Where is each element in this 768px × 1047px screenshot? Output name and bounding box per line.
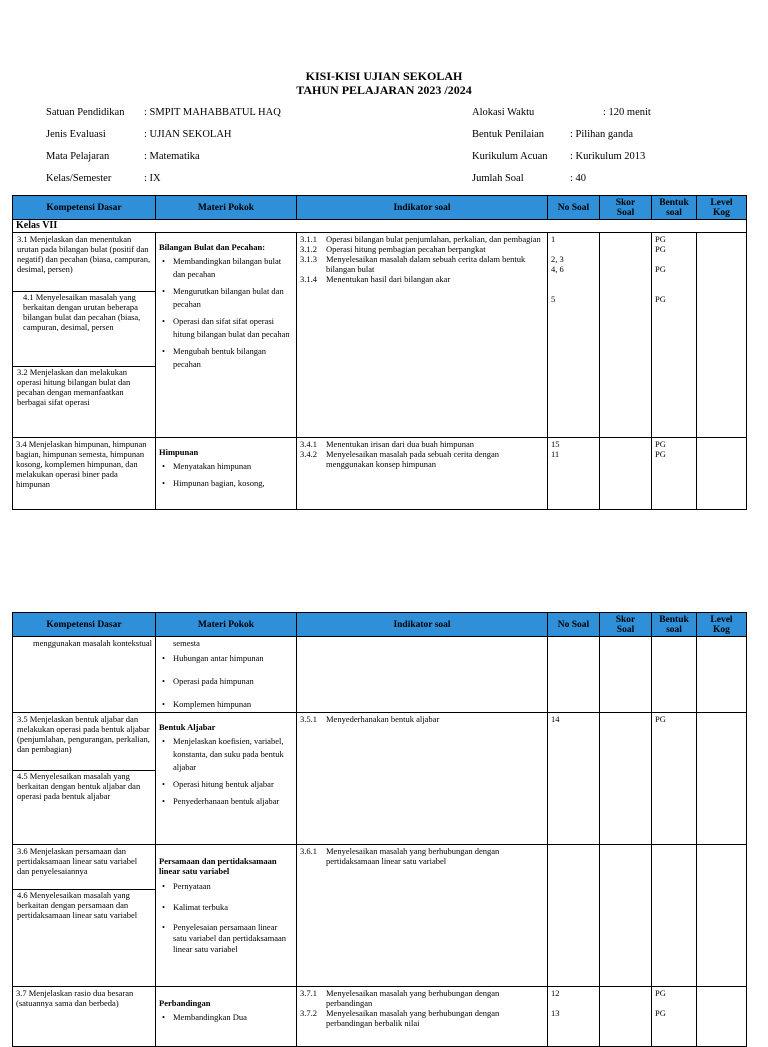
- list-item: • Operasi dan sifat sifat operasi hitung bilangan bulat dan pecahan: [162, 316, 290, 339]
- materi-cell: [156, 845, 297, 987]
- header-materi-pokok: Materi Pokok: [156, 613, 297, 637]
- header-skor-soal: Skor Soal: [600, 613, 652, 637]
- no-soal-cell: [548, 845, 600, 987]
- indikator-item: 3.4.2 Menyelesaikan masalah pada sebuah cerita dengan menggunakan konsep himpunan: [300, 449, 499, 469]
- level-cell: [697, 845, 747, 987]
- page-title: KISI-KISI UJIAN SEKOLAH: [305, 69, 463, 83]
- materi-cell: [156, 438, 297, 510]
- alokasi-value: : 120 menit: [603, 107, 651, 118]
- materi-list: [159, 1011, 293, 1024]
- kd-text: 3.4 Menjelaskan himpunan, himpunan bagian, himpunan semesta, himpunan kosong, komplemen himpunan, dan melakukan operasi biner pada himpunan: [16, 439, 147, 489]
- bentuk-value: : Pilihan ganda: [570, 129, 633, 140]
- kd-text: 4.6 Menyelesaikan masalah yang berkaitan dengan persamaan dan pertidaksamaan linear satu variabel: [13, 889, 155, 986]
- skor-cell: [600, 845, 652, 987]
- indikator-cell: [297, 713, 548, 845]
- kelas-row: [13, 220, 747, 233]
- materi-continuation: semesta: [173, 638, 200, 648]
- mapel-value: : Matematika: [144, 151, 200, 162]
- page-subtitle: TAHUN PELAJARAN 2023 /2024: [296, 83, 472, 97]
- header-kompetensi-dasar: Kompetensi Dasar: [13, 613, 156, 637]
- skor-cell: [600, 438, 652, 510]
- skor-cell: [600, 713, 652, 845]
- table-row: [13, 845, 747, 987]
- header-kompetensi-dasar: Kompetensi Dasar: [13, 196, 156, 220]
- satuan-label: Satuan Pendidikan: [46, 107, 125, 118]
- header-skor-soal: Skor Soal: [600, 196, 652, 220]
- mapel-label: Mata Pelajaran: [46, 151, 110, 162]
- jumlah-value: : 40: [570, 173, 587, 184]
- list-item: • Penyelesaian persamaan linear satu variabel dan pertidaksamaan linear satu variabel: [162, 922, 287, 954]
- kelas-label: Kelas/Semester: [46, 173, 112, 184]
- bullet-icon: •: [162, 779, 165, 789]
- materi-cell: [156, 233, 297, 438]
- kd-cell: [13, 713, 156, 845]
- materi-list: [159, 460, 293, 490]
- bentuk-cell: PG: [652, 713, 697, 845]
- list-item: • Operasi pada himpunan: [162, 676, 254, 686]
- kd-cell: [13, 233, 156, 438]
- jenis-value: : UJIAN SEKOLAH: [144, 129, 232, 140]
- bullet-icon: •: [162, 346, 165, 356]
- bentuk-cell: [652, 637, 697, 713]
- no-soal-cell: 14: [548, 713, 600, 845]
- header-no-soal: No Soal: [548, 196, 600, 220]
- kurikulum-label: Kurikulum Acuan: [472, 151, 548, 162]
- materi-list: [159, 652, 293, 711]
- jenis-label: Jenis Evaluasi: [46, 129, 106, 140]
- bentuk-cell: [652, 845, 697, 987]
- bullet-icon: •: [162, 286, 165, 296]
- level-cell: [697, 713, 747, 845]
- kd-text: 3.1 Menjelaskan dan menentukan urutan pada bilangan bulat (positif dan negatif) dan pecahan (biasa, campuran, desimal, persen): [17, 234, 151, 274]
- bullet-icon: •: [162, 902, 165, 912]
- indikator-cell: [297, 438, 548, 510]
- skor-cell: [600, 987, 652, 1047]
- materi-cell: [156, 637, 297, 713]
- header-level-kog: Level Kog: [697, 613, 747, 637]
- indikator-cell: [297, 637, 548, 713]
- kd-text: 3.2 Menjelaskan dan melakukan operasi hitung bilangan bulat dan pecahan dengan memanfaatkan berbagai sifat operasi: [13, 366, 155, 421]
- skor-cell: [600, 637, 652, 713]
- no-soal-cell: 12 13: [548, 987, 600, 1047]
- header-no-soal: No Soal: [548, 613, 600, 637]
- kd-cell: [13, 845, 156, 987]
- kd-text: 3.7 Menjelaskan rasio dua besaran (satuannya sama dan berbeda): [16, 988, 134, 1008]
- header-bentuk-soal: Bentuk soal: [652, 613, 697, 637]
- bullet-icon: •: [162, 922, 165, 932]
- bentuk-label: Bentuk Penilaian: [472, 129, 545, 140]
- list-item: • Himpunan bagian, kosong,: [162, 478, 265, 488]
- bentuk-cell: PG PG: [652, 438, 697, 510]
- no-soal-cell: [548, 637, 600, 713]
- materi-list: [159, 255, 293, 371]
- list-item: • Membandingkan bilangan bulat dan pecahan: [162, 256, 282, 279]
- indikator-item: 3.7.1 Menyelesaikan masalah yang berhubungan dengan perbandingan: [300, 988, 500, 1008]
- list-item: • Kalimat terbuka: [162, 902, 228, 912]
- indikator-item: 3.4.1 Menentukan irisan dari dua buah himpunan: [300, 439, 475, 449]
- indikator-cell: [297, 233, 548, 438]
- materi-list: [159, 735, 293, 808]
- list-item: • Menjelaskan koefisien, variabel, konstanta, dan suku pada bentuk aljabar: [162, 736, 284, 772]
- indikator-item: 3.1.4 Menentukan hasil dari bilangan akar: [300, 274, 451, 284]
- kd-cell: [13, 987, 156, 1047]
- bullet-icon: •: [162, 881, 165, 891]
- bullet-icon: •: [162, 653, 165, 663]
- materi-title: Himpunan: [159, 447, 199, 457]
- jumlah-label: Jumlah Soal: [472, 173, 524, 184]
- bentuk-cell: PG PG: [652, 987, 697, 1047]
- kd-text: 4.5 Menyelesaikan masalah yang berkaitan dengan bentuk aljabar dan operasi pada bentuk aljabar: [13, 770, 155, 841]
- level-cell: [697, 987, 747, 1047]
- table-row: [13, 438, 747, 510]
- bentuk-cell: PG PG PG PG: [652, 233, 697, 438]
- skor-cell: [600, 233, 652, 438]
- header-indikator-soal: Indikator soal: [297, 196, 548, 220]
- table-row: [13, 637, 747, 713]
- kurikulum-value: : Kurikulum 2013: [570, 151, 646, 162]
- materi-cell: [156, 713, 297, 845]
- indikator-item: 3.6.1 Menyelesaikan masalah yang berhubungan dengan pertidaksamaan linear satu variabel: [300, 846, 500, 866]
- bullet-icon: •: [162, 736, 165, 746]
- kisi-table-1: [12, 195, 747, 510]
- table-row: [13, 233, 747, 438]
- header-materi-pokok: Materi Pokok: [156, 196, 297, 220]
- list-item: • Pernyataan: [162, 881, 211, 891]
- list-item: • Komplemen himpunan: [162, 699, 252, 709]
- table-row: [13, 987, 747, 1047]
- kd-text: 4.1 Menyelesaikan masalah yang berkaitan dengan urutan beberapa bilangan bulat dan pecahan (biasa, campuran, desimal, persen: [13, 291, 155, 366]
- indikator-cell: [297, 987, 548, 1047]
- indikator-cell: [297, 845, 548, 987]
- materi-cell: [156, 987, 297, 1047]
- list-item: • Hubungan antar himpunan: [162, 653, 264, 663]
- level-cell: [697, 637, 747, 713]
- materi-title: Perbandingan: [159, 998, 211, 1008]
- indikator-item: 3.7.2 Menyelesaikan masalah yang berhubungan dengan perbandingan berbalik nilai: [300, 1008, 500, 1028]
- no-soal-cell: 15 11: [548, 438, 600, 510]
- materi-title: Bilangan Bulat dan Pecahan:: [159, 242, 266, 252]
- bullet-icon: •: [162, 676, 165, 686]
- bullet-icon: •: [162, 478, 165, 488]
- kelas-value: : IX: [144, 173, 161, 184]
- list-item: • Membandingkan Dua: [162, 1012, 247, 1022]
- no-soal-cell: 1 2, 3 4, 6 5: [548, 233, 600, 438]
- bullet-icon: •: [162, 461, 165, 471]
- table-row: [13, 713, 747, 845]
- bullet-icon: •: [162, 256, 165, 266]
- alokasi-label: Alokasi Waktu: [472, 107, 535, 118]
- header-level-kog: Level Kog: [697, 196, 747, 220]
- materi-title: Bentuk Aljabar: [159, 722, 216, 732]
- list-item: • Operasi hitung bentuk aljabar: [162, 779, 274, 789]
- kd-text: menggunakan masalah kontekstual: [33, 638, 152, 648]
- bullet-icon: •: [162, 796, 165, 806]
- satuan-value: : SMPIT MAHABBATUL HAQ: [144, 107, 281, 118]
- level-cell: [697, 233, 747, 438]
- list-item: • Menyatakan himpunan: [162, 461, 252, 471]
- list-item: • Mengurutkan bilangan bulat dan pecahan: [162, 286, 284, 309]
- kd-text: 3.6 Menjelaskan persamaan dan pertidaksamaan linear satu variabel dan penyelesaiannya: [17, 846, 138, 876]
- materi-title: Persamaan dan pertidaksamaan linear satu variabel: [159, 856, 277, 876]
- indikator-item: 3.5.1 Menyederhanakan bentuk aljabar: [300, 714, 440, 724]
- kd-text: 3.5 Menjelaskan bentuk aljabar dan melakukan operasi pada bentuk aljabar (penjumlahan, pengurangan, perkalian, dan pembagian): [17, 714, 150, 754]
- header-indikator-soal: Indikator soal: [297, 613, 548, 637]
- level-cell: [697, 438, 747, 510]
- indikator-item: 3.1.2 Operasi hitung pembagian pecahan berpangkat: [300, 244, 486, 254]
- table-header-row: [13, 613, 747, 637]
- materi-list: [159, 880, 293, 955]
- table-header-row: [13, 196, 747, 220]
- kelas-label: Kelas VII: [13, 220, 747, 233]
- bullet-icon: •: [162, 316, 165, 326]
- indikator-item: 3.1.3 Menyelesaikan masalah dalam sebuah cerita dalam bentuk bilangan bulat: [300, 254, 526, 274]
- bullet-icon: •: [162, 1012, 165, 1022]
- bullet-icon: •: [162, 699, 165, 709]
- kd-cell: [13, 438, 156, 510]
- kd-cell: [13, 637, 156, 713]
- list-item: • Penyederhanaan bentuk aljabar: [162, 796, 280, 806]
- header-bentuk-soal: Bentuk soal: [652, 196, 697, 220]
- kisi-table-2: [12, 612, 747, 1047]
- indikator-item: 3.1.1 Operasi bilangan bulat penjumlahan, perkalian, dan pembagian: [300, 234, 541, 244]
- list-item: • Mengubah bentuk bilangan pecahan: [162, 346, 267, 369]
